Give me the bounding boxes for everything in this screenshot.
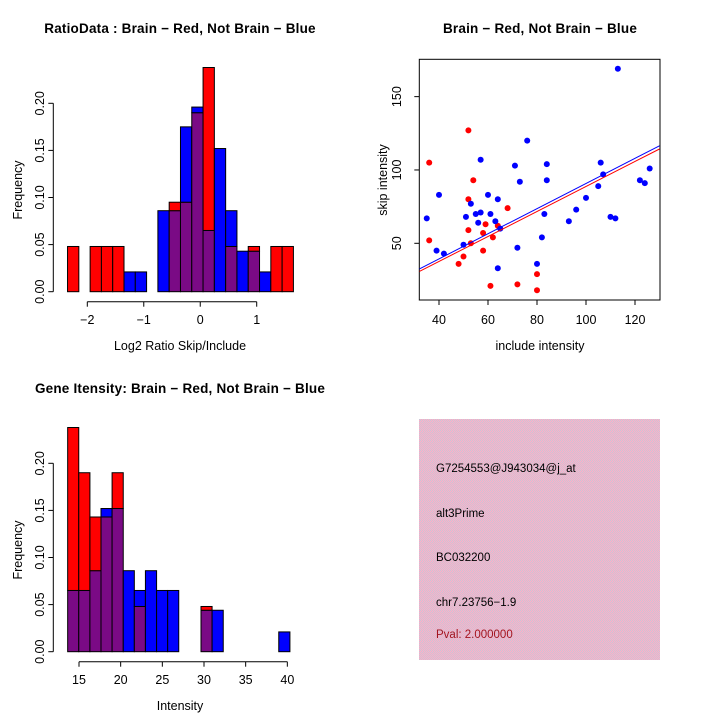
panel-intensity-scatter [360,0,720,360]
svg-text:0.15: 0.15 [33,138,47,163]
intensity-scatter-xlabel: include intensity [495,339,585,353]
svg-text:0.00: 0.00 [33,279,47,304]
svg-text:100: 100 [390,159,404,181]
ratio-histogram-xlabel: Log2 Ratio Skip/Include [113,339,247,353]
panel-ratio-histogram [0,0,360,360]
svg-text:1: 1 [253,313,261,327]
intensity-scatter-title: Brain − Red, Not Brain − Blue [442,21,638,36]
gene-intensity-histogram-ylabel: Frequency [11,520,25,580]
svg-text:30: 30 [197,673,211,687]
svg-text:−2: −2 [80,313,95,327]
svg-text:0.10: 0.10 [33,545,47,570]
svg-text:0.10: 0.10 [33,185,47,210]
gene-info-panel [419,419,660,660]
svg-text:−1: −1 [136,313,151,327]
svg-text:20: 20 [113,673,128,687]
svg-text:0.20: 0.20 [33,91,47,116]
svg-text:60: 60 [481,313,495,327]
intensity-scatter-plot [360,0,720,360]
svg-text:150: 150 [390,86,404,108]
gene-intensity-histogram-title: Gene Itensity: Brain − Red, Not Brain − Blue [34,381,326,396]
ratio-histogram-title: RatioData : Brain − Red, Not Brain − Blue [44,21,316,36]
svg-text:25: 25 [155,673,170,687]
ratio-histogram-ylabel: Frequency [11,160,25,220]
svg-text:0: 0 [196,313,204,327]
gene-intensity-histogram-plot [0,360,360,720]
svg-text:50: 50 [390,236,404,251]
panel-gene-intensity-histogram [0,360,360,720]
info-line-locus: chr7.23756−1.9 [436,597,517,609]
intensity-scatter-ylabel: skip intensity [376,144,390,216]
gene-intensity-histogram-xlabel: Intensity [156,699,204,713]
svg-text:0.05: 0.05 [33,592,47,617]
svg-text:40: 40 [280,673,295,687]
info-line-pval: Pval: 2.000000 [436,629,513,641]
svg-text:15: 15 [72,673,86,687]
svg-text:0.20: 0.20 [33,451,47,476]
info-line-probe-id: G7254553@J943034@j_at [436,463,576,475]
svg-text:40: 40 [432,313,446,327]
svg-text:35: 35 [238,673,253,687]
svg-text:0.00: 0.00 [33,639,47,664]
svg-text:0.15: 0.15 [33,498,47,523]
info-line-splice-type: alt3Prime [436,508,485,520]
ratio-histogram-plot [0,0,360,360]
info-line-accession: BC032200 [436,552,491,564]
svg-text:0.05: 0.05 [33,232,47,257]
svg-text:80: 80 [530,313,544,327]
svg-text:120: 120 [624,313,646,327]
svg-text:100: 100 [575,313,597,327]
